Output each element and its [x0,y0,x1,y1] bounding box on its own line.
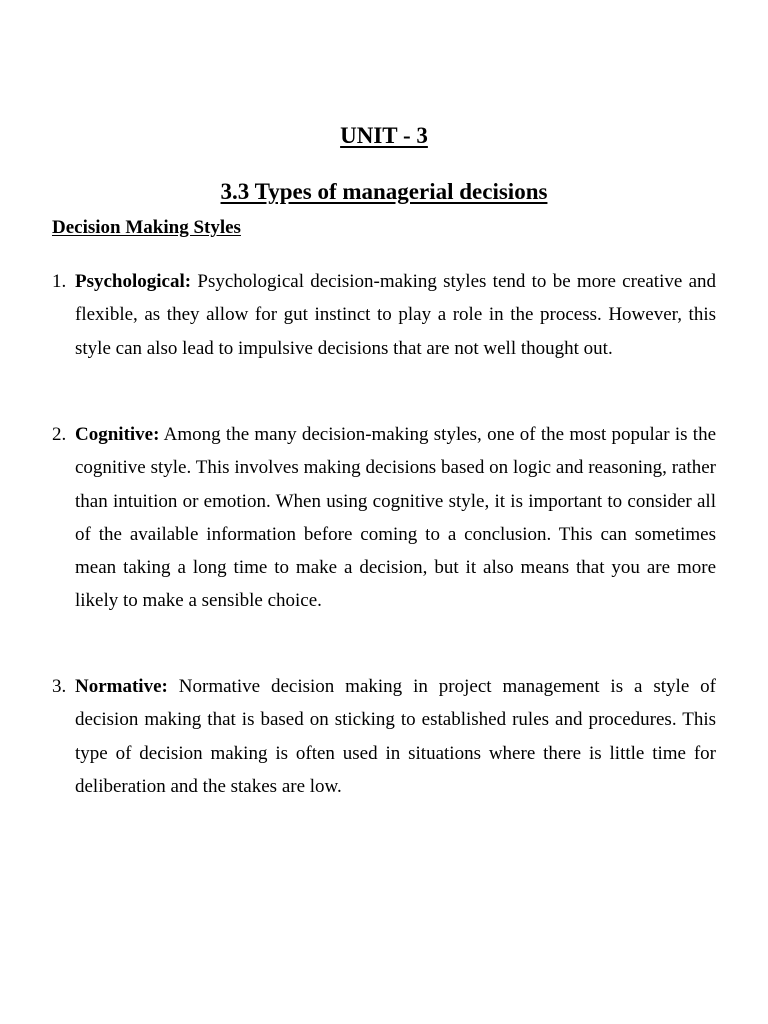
list-item-body [75,265,716,365]
list-item-text: Normative decision making in project management is a style of decision making that is based on sticking to established rules and procedures. This type of decision making is often used in situations where there is little time for deliberation and the stakes are low. [75,676,716,797]
subheading-decision-making-styles: Decision Making Styles [52,217,241,238]
list-item-body [75,670,716,803]
list-item-text: Among the many decision-making styles, one of the most popular is the cognitive style. This involves making decisions based on logic and reasoning, rather than intuition or emotion. When using cognitive style, it is important to consider all of the available information before coming to a conclusion. This can sometimes mean taking a long time to make a decision, but it also means that you are more likely to make a sensible choice. [75,424,716,612]
list-item-number: 2. [52,424,67,445]
list-item-term: Psychological: [75,271,192,292]
list-item-text: Psychological decision-making styles tend to be more creative and flexible, as they allow for gut instinct to play a role in the process. However, this style can also lead to impulsive decisions that are not well thought out. [75,271,716,359]
section-title: 3.3 Types of managerial decisions [220,179,548,204]
list-item-term: Normative: [75,676,168,697]
list-item-term: Cognitive: [75,424,160,445]
unit-title: UNIT - 3 [340,123,428,148]
list-item-normative [52,670,716,803]
list-item-body [75,418,716,618]
list-item-psychological [52,265,716,365]
list-item-number: 1. [52,271,67,292]
list-item-cognitive [52,418,716,618]
list-item-number: 3. [52,676,67,697]
